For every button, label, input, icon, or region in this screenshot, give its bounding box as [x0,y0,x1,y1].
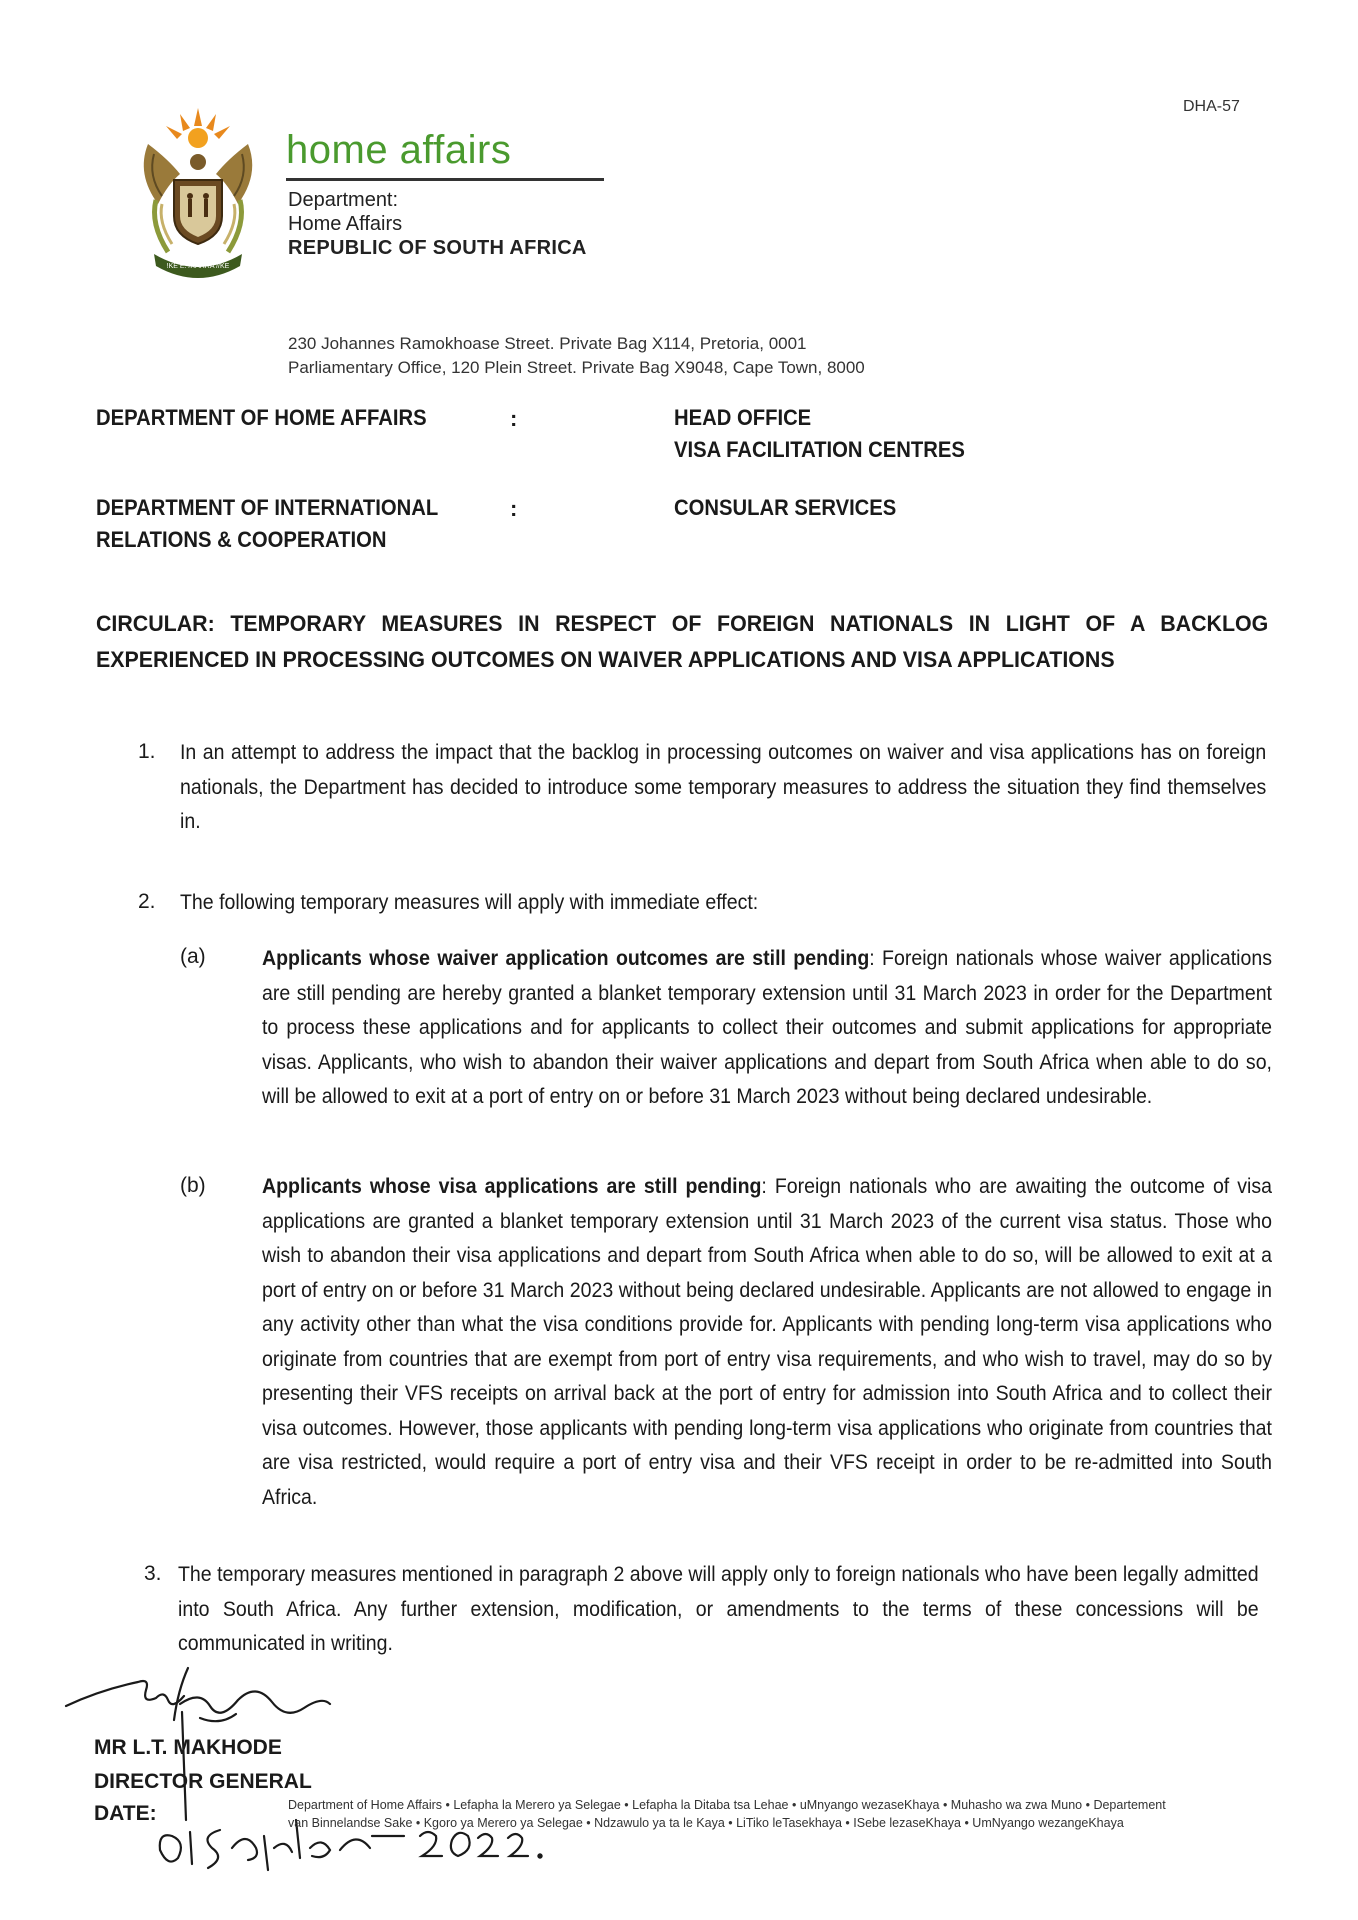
address-block [288,332,865,380]
addressee-row [96,402,1276,492]
subparagraph-label-a: (a) [180,945,206,968]
paragraph-3: The temporary measures mentioned in paragraph 2 above will apply only to foreign nationals who have been legally admitted into South Africa. Any further extension, modification, or amendments to the terms of these concessions will be communicated in writing. [178,1563,1259,1655]
addressee-to: HEAD OFFICE VISA FACILITATION CENTRES [674,405,965,462]
subparagraph-a [262,942,1272,1115]
footer-line: van Binnelandse Sake • Kgoro ya Merero ya Selegae • Ndzawulo ya ta le Kaya • LiTiko leTasekhaya • ISebe lezaseKhaya • UmNyango wezangeKhaya [288,1816,1124,1830]
address-cape-town: Parliamentary Office, 120 Plein Street. Private Bag X9048, Cape Town, 8000 [288,358,865,377]
addressee-colon: : [510,406,518,431]
paragraph-number: 3. [144,1562,162,1585]
paragraph-1: In an attempt to address the impact that the backlog in processing outcomes on waiver and visa applications has on foreign nationals, the Department has decided to introduce some temporary measures to address the situation they find themselves in. [180,741,1267,833]
date-label: DATE: [94,1802,157,1825]
form-code: DHA-57 [1183,98,1240,115]
addressee-table [96,402,1276,562]
signatory-title: DIRECTOR GENERAL [94,1770,312,1793]
country-name: REPUBLIC OF SOUTH AFRICA [288,237,587,259]
department-label: Department: [288,189,399,211]
subparagraph-b-text: : Foreign nationals who are awaiting the outcome of visa applications are granted a blanket temporary extension until 31 March 2023 of the current visa status. Those who wish to abandon their visa applications and depart from South Africa when able to do so, will be allowed to exit at a port of entry on or before 31 March 2023 without being declared undesirable. Applicants are not allowed to engage in any activity other than what the visa conditions provide for. Applicants with pending long-term visa applications who originate from countries that are exempt from port of entry visa requirements, and who wish to travel, may do so by presenting their VFS receipts on arrival back at the port of entry for admission into South Africa and to collect their visa outcomes. However, those applicants with pending long-term visa applications who originate from countries that are visa restricted, would require a port of entry visa and their VFS receipt in order to be re-admitted into South Africa. [262,1175,1272,1509]
paragraph-number: 1. [138,740,156,763]
paragraph-number: 2. [138,890,156,913]
brand-name: home affairs [286,128,512,172]
addressee-from: DEPARTMENT OF INTERNATIONAL RELATIONS & COOPERATION [96,495,439,552]
department-block [288,188,587,260]
subparagraph-b-lead: Applicants whose visa applications are still pending [262,1175,762,1198]
addressee-colon: : [510,496,518,521]
coat-of-arms-icon [128,104,268,280]
paragraph-2: The following temporary measures will apply with immediate effect: [180,891,759,914]
department-name: Home Affairs [288,213,403,235]
address-pretoria: 230 Johannes Ramokhoase Street. Private Bag X114, Pretoria, 0001 [288,334,807,353]
subparagraph-b [262,1170,1272,1515]
subparagraph-a-lead: Applicants whose waiver application outcomes are still pending [262,947,870,970]
signatory-name: MR L.T. MAKHODE [94,1736,282,1759]
subparagraph-a-text: : Foreign nationals whose waiver applications are still pending are hereby granted a blanket temporary extension until 31 March 2023 in order for the Department to process these applications and for applicants to collect their outcomes and submit applications for appropriate visas. Applicants, who wish to abandon their waiver applications and depart from South Africa when able to do so, will be allowed to exit at a port of entry on or before 31 March 2023 without being declared undesirable. [262,947,1272,1108]
addressee-row [96,492,1276,562]
circular-title: CIRCULAR: TEMPORARY MEASURES IN RESPECT OF FOREIGN NATIONALS IN LIGHT OF A BACKLOG EXPERIENCED IN PROCESSING OUTCOMES ON WAIVER APPLICATIONS AND VISA APPLICATIONS [96,611,1269,672]
subparagraph-label-b: (b) [180,1174,206,1197]
footer-line: Department of Home Affairs • Lefapha la Merero ya Selegae • Lefapha la Ditaba tsa Lehae • uMnyango wezaseKhaya • Muhasho wa zwa Muno • Departement [288,1798,1166,1812]
motto-text: !KE E: /XARRA //KE [166,263,230,270]
footer-languages [288,1796,1288,1832]
addressee-to: CONSULAR SERVICES [674,495,897,520]
brand-divider [286,178,604,181]
addressee-from: DEPARTMENT OF HOME AFFAIRS [96,405,427,430]
